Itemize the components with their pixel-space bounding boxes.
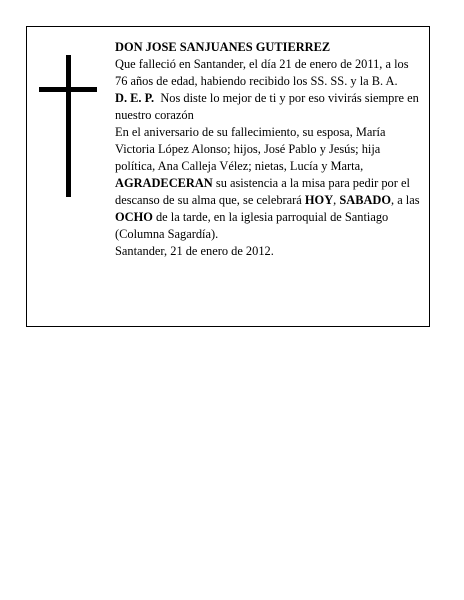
death-details: Que falleció en Santander, el día 21 de enero de 2011, a los 76 años de edad, habiendo recibido los SS. SS. y la B. A.: [115, 57, 409, 88]
dep-paragraph: [115, 90, 421, 124]
dep-label: D. E. P.: [115, 91, 155, 105]
sabado-word: SABADO: [339, 193, 392, 207]
place-date: Santander, 21 de enero de 2012.: [115, 244, 274, 258]
latin-cross-icon: [39, 55, 97, 197]
deceased-name: DON JOSE SANJUANES GUTIERREZ: [115, 40, 331, 54]
cross-vertical-bar: [66, 55, 71, 197]
notice-text: [115, 39, 421, 260]
anniversary-paragraph: [115, 124, 421, 243]
hoy-word: HOY: [304, 193, 334, 207]
mass-text-3: de la tarde, en la iglesia parroquial de Santiago (Columna Sagardía).: [115, 210, 389, 241]
cross-horizontal-bar: [39, 87, 97, 92]
comma: ,: [333, 193, 337, 207]
obituary-notice: [26, 26, 430, 327]
dep-message: Nos diste lo mejor de ti y por eso vivirás siempre en nuestro corazón: [115, 91, 419, 122]
mass-text-2: , a las: [391, 193, 420, 207]
ocho-word: OCHO: [115, 210, 153, 224]
family-list: En el aniversario de su fallecimiento, su esposa, María Victoria López Alonso; hijos, José Pablo y Jesús; hija política, Ana Calleja Vélez; nietas, Lucía y Marta,: [115, 125, 386, 173]
agradeceran-word: AGRADECERAN: [115, 176, 213, 190]
mass-text-1: su asistencia a la misa para pedir por el descanso de su alma que, se celebrará: [115, 176, 410, 207]
